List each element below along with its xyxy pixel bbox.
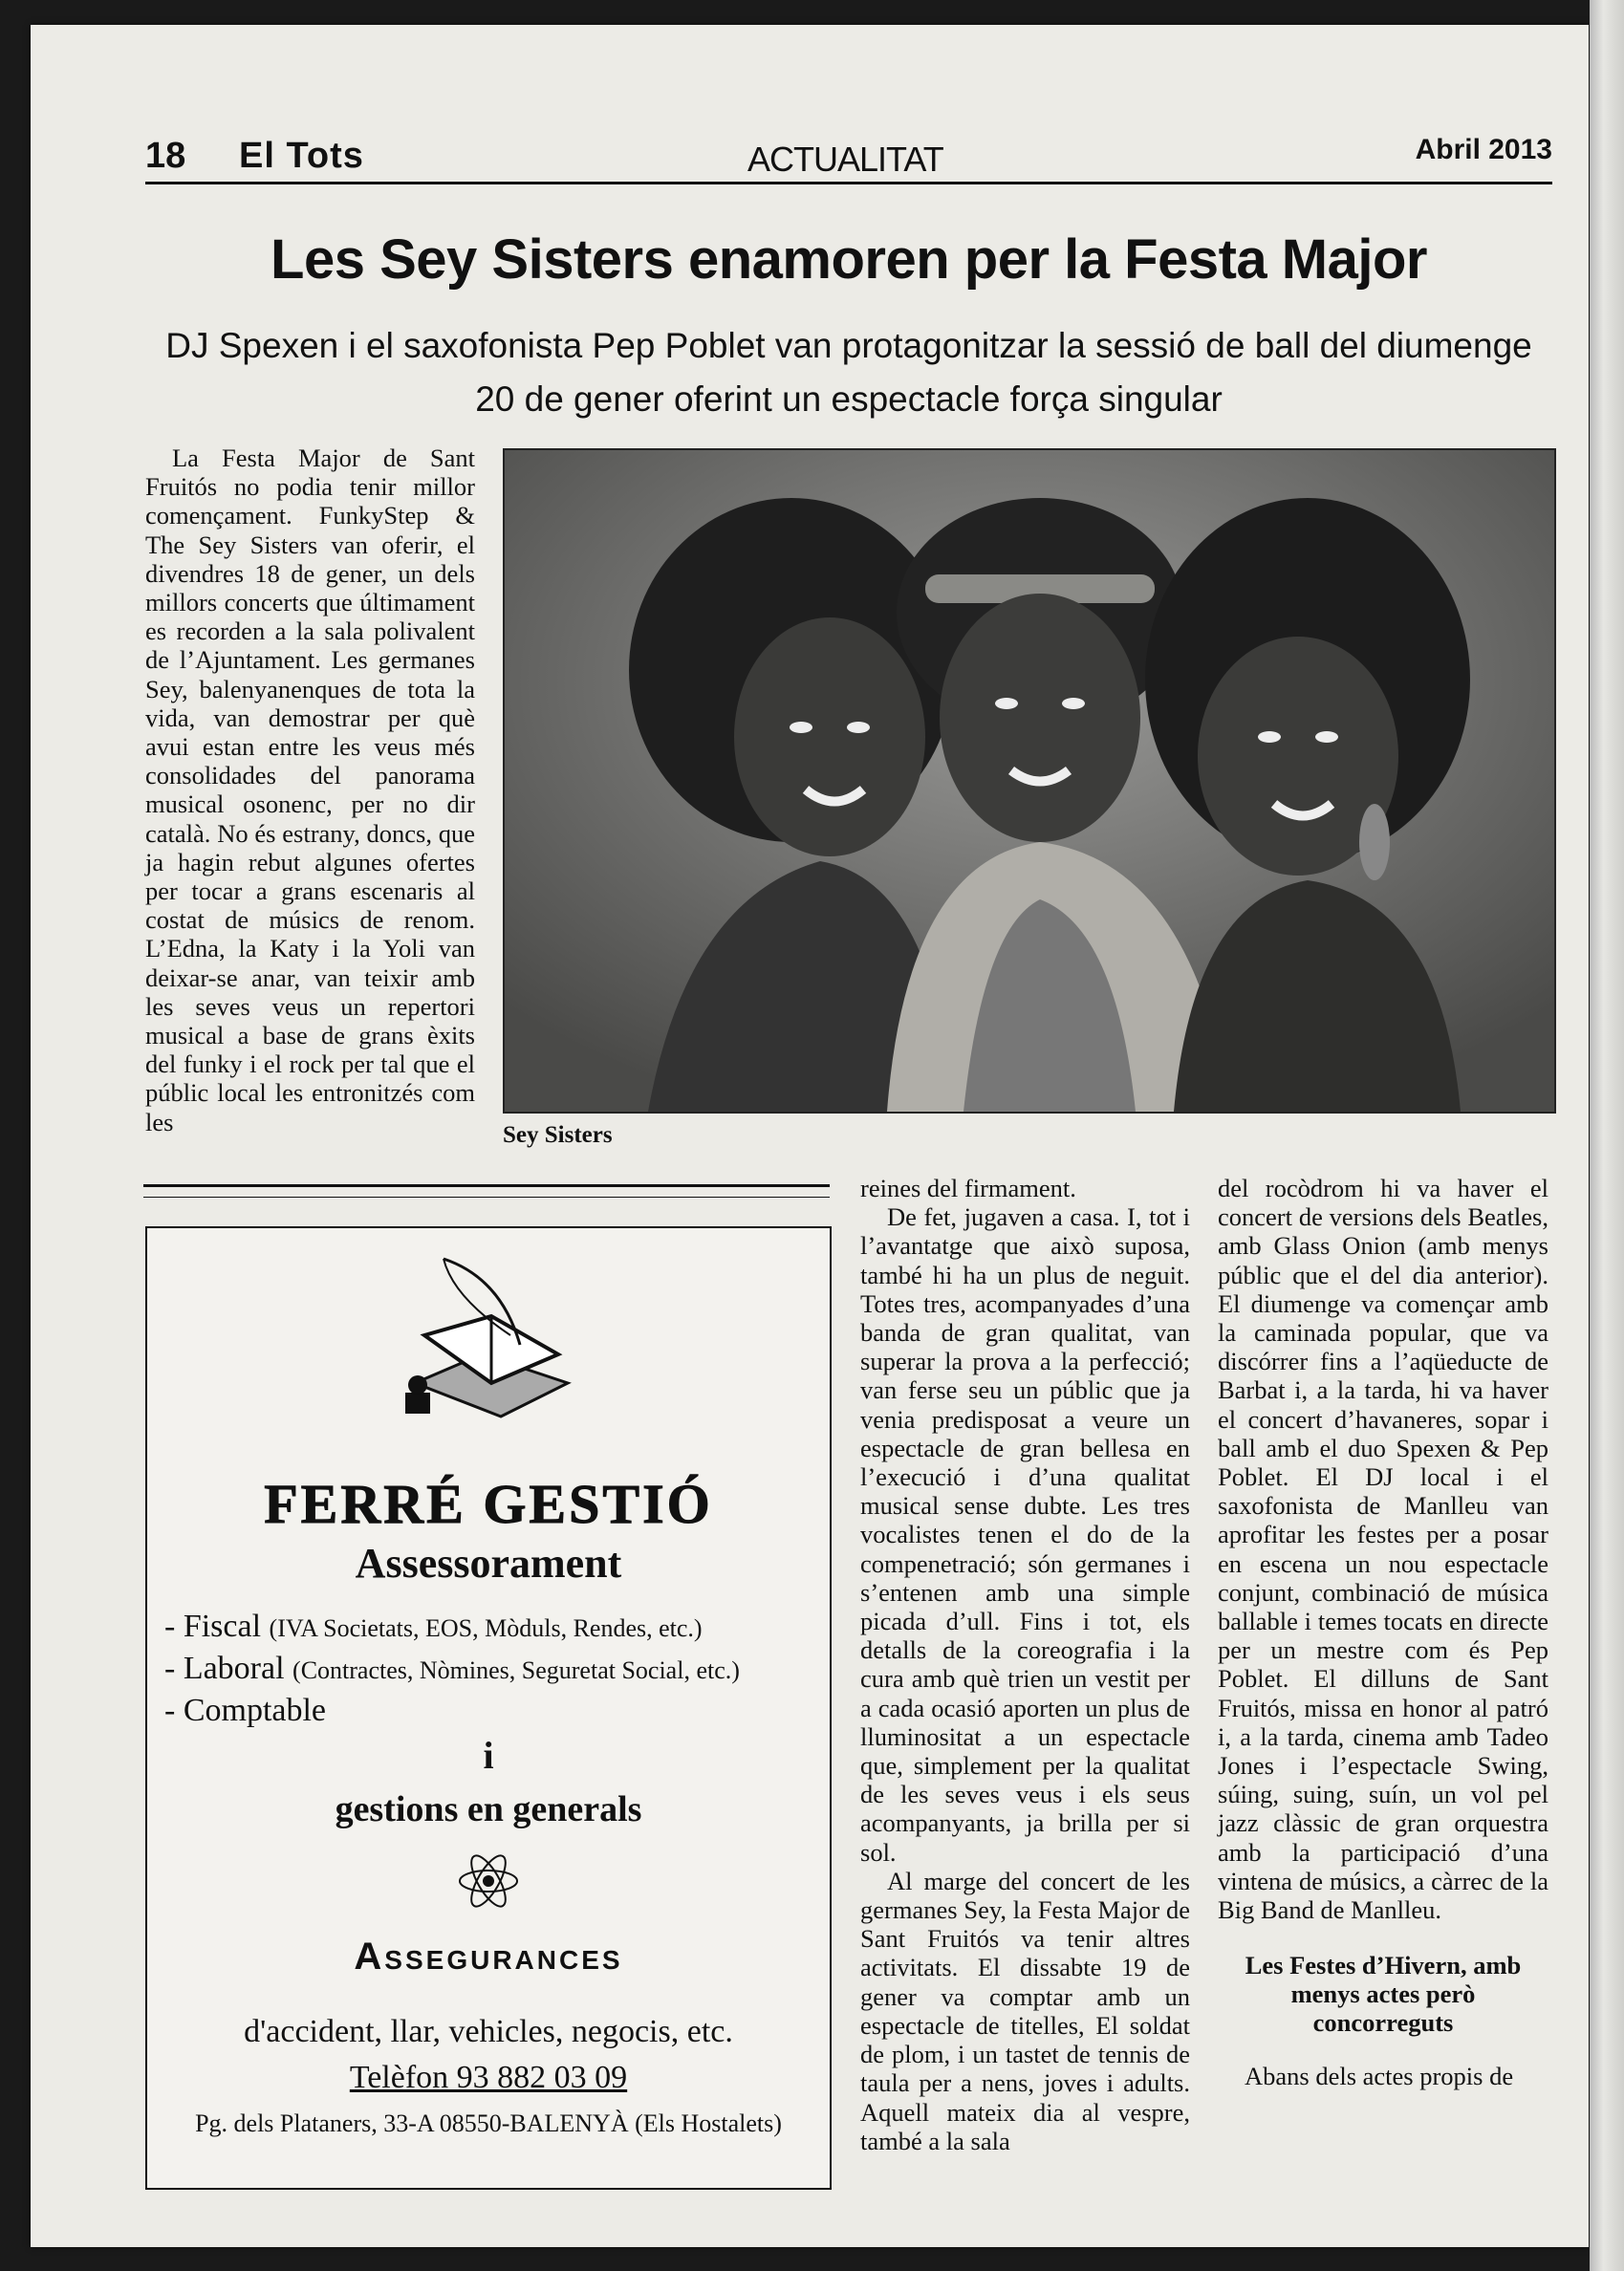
photo-caption: Sey Sisters <box>503 1122 613 1148</box>
book-quill-icon <box>386 1240 577 1450</box>
paragraph: Abans dels actes propis de <box>1245 2062 1514 2091</box>
section-subtitle: Les Festes d’Hivern, amb menys actes però concorreguts <box>1245 1951 1522 2038</box>
publication-name: El Tots <box>239 136 364 176</box>
ferre-gestio-advertisement <box>145 1226 832 2190</box>
business-address: Pg. dels Plataners, 33-A 08550-BALENYÀ (Els Hostalets) <box>195 2109 782 2137</box>
article-subheadline: DJ Spexen i el saxofonista Pep Poblet van protagonitzar la sessió de ball del diumenge 20 de gener oferint un espectacle força singular <box>165 326 1532 419</box>
business-tagline: Assessorament <box>355 1540 622 1587</box>
service-fiscal: - Fiscal (IVA Societats, EOS, Mòduls, Rendes, etc.) <box>164 1609 703 1644</box>
article-headline: Les Sey Sisters enamoren per la Festa Major <box>271 228 1427 291</box>
business-name: FERRÉ GESTIÓ <box>264 1473 713 1535</box>
paragraph: reines del firmament. <box>860 1174 1076 1202</box>
article-column-4 <box>1218 1174 1548 2090</box>
conjunction: i <box>483 1734 494 1777</box>
adjacent-page-edge <box>1590 0 1624 2271</box>
article-column-1 <box>145 443 475 1136</box>
section-name: ACTUALITAT <box>747 140 943 179</box>
insurance-heading: Assegurances <box>354 1936 623 1978</box>
insurance-types: d'accident, llar, vehicles, negocis, etc. <box>244 2014 733 2049</box>
service-comptable: - Comptable <box>164 1693 327 1728</box>
page-number: 18 <box>145 136 186 176</box>
paragraph: Al marge del concert de les germanes Sey, la Festa Major de Sant Fruitós va tenir altres activitats. El dissabte 19 de gener va comptar amb un espectacle de titelles, El soldat de plom, i un tastet de tennis de taula per a nens, joves i adults. Aquell mateix dia al vespre, també a la sala <box>860 1866 1190 2155</box>
separator-rule <box>143 1184 830 1198</box>
service-laboral: - Laboral (Contractes, Nòmines, Seguretat Social, etc.) <box>164 1651 740 1686</box>
paragraph: La Festa Major de Sant Fruitós no podia tenir millor començament. FunkyStep & The Sey Sisters van oferir, el divendres 18 de gener, un dels millors concerts que últimament es recorden a la sala polivalent de l’Ajuntament. Les germanes Sey, balenyanenques de tota la vida, van demostrar per què avui estan entre les veus més consolidades del panorama musical osonenc, per no dir català. No és estrany, doncs, que ja hagin rebut algunes ofertes per tocar a grans escenaris al costat de músics de renom. L’Edna, la Katy i la Yoli van deixar-se anar, van teixir amb les seves veus un repertori musical a base de grans èxits del funky i el rock per tal que el públic local les entronitzés com les <box>145 443 475 1136</box>
sey-sisters-photo <box>503 448 1556 1114</box>
newspaper-page <box>31 25 1589 2247</box>
paragraph: De fet, jugaven a casa. I, tot i l’avantatge que això suposa, també hi ha un plus de neguit. Totes tres, acompanyades d’una banda de gran qualitat, van superar la prova a la perfecció; van ferse seu un públic que ja venia predisposat a veure un espectacle de gran bellesa en l’execució i d’una qualitat musical sense dubte. Les tres vocalistes tenen el do de la compenetració; són germanes i s’entenen amb una simple picada d’ull. Fins i tot, els detalls de la coreografia i la cura amb què trien un vestit per a cada ocasió aporten un plus de lluminositat a un espectacle que, simplement per la qualitat de les seves veus i els seus acompanyants, ja brilla per si sol. <box>860 1202 1190 1867</box>
atom-icon <box>455 1848 522 1914</box>
paragraph: del rocòdrom hi va haver el concert de versions dels Beatles, amb Glass Onion (amb menys públic que el del dia anterior). El diumenge va començar amb la caminada popular, que va discórrer fins a l’aqüeducte de Barbat i, a la tarda, hi va haver el concert d’havaneres, sopar i ball amb el duo Spexen & Pep Poblet. El DJ local i el saxofonista de Manlleu van aprofitar les festes per a posar en escena un nou espectacle conjunt, combinació de música ballable i temes tocats en directe per un mestre com és Pep Poblet. El dilluns de Sant Fruitós, missa en honor al patró i, a la tarda, cinema amb Tadeo Jones i l’espectacle Swing, súing, suing, suín, un vol pel jazz clàssic de gran orquestra amb la participació d’una vintena de músics, a càrrec de la Big Band de Manlleu. <box>1218 1174 1548 1925</box>
general-services: gestions en generals <box>335 1789 642 1829</box>
phone-number: Telèfon 93 882 03 09 <box>349 2060 628 2095</box>
issue-date: Abril 2013 <box>1415 134 1552 165</box>
article-column-3 <box>860 1174 1190 2155</box>
page-header <box>145 128 1552 184</box>
